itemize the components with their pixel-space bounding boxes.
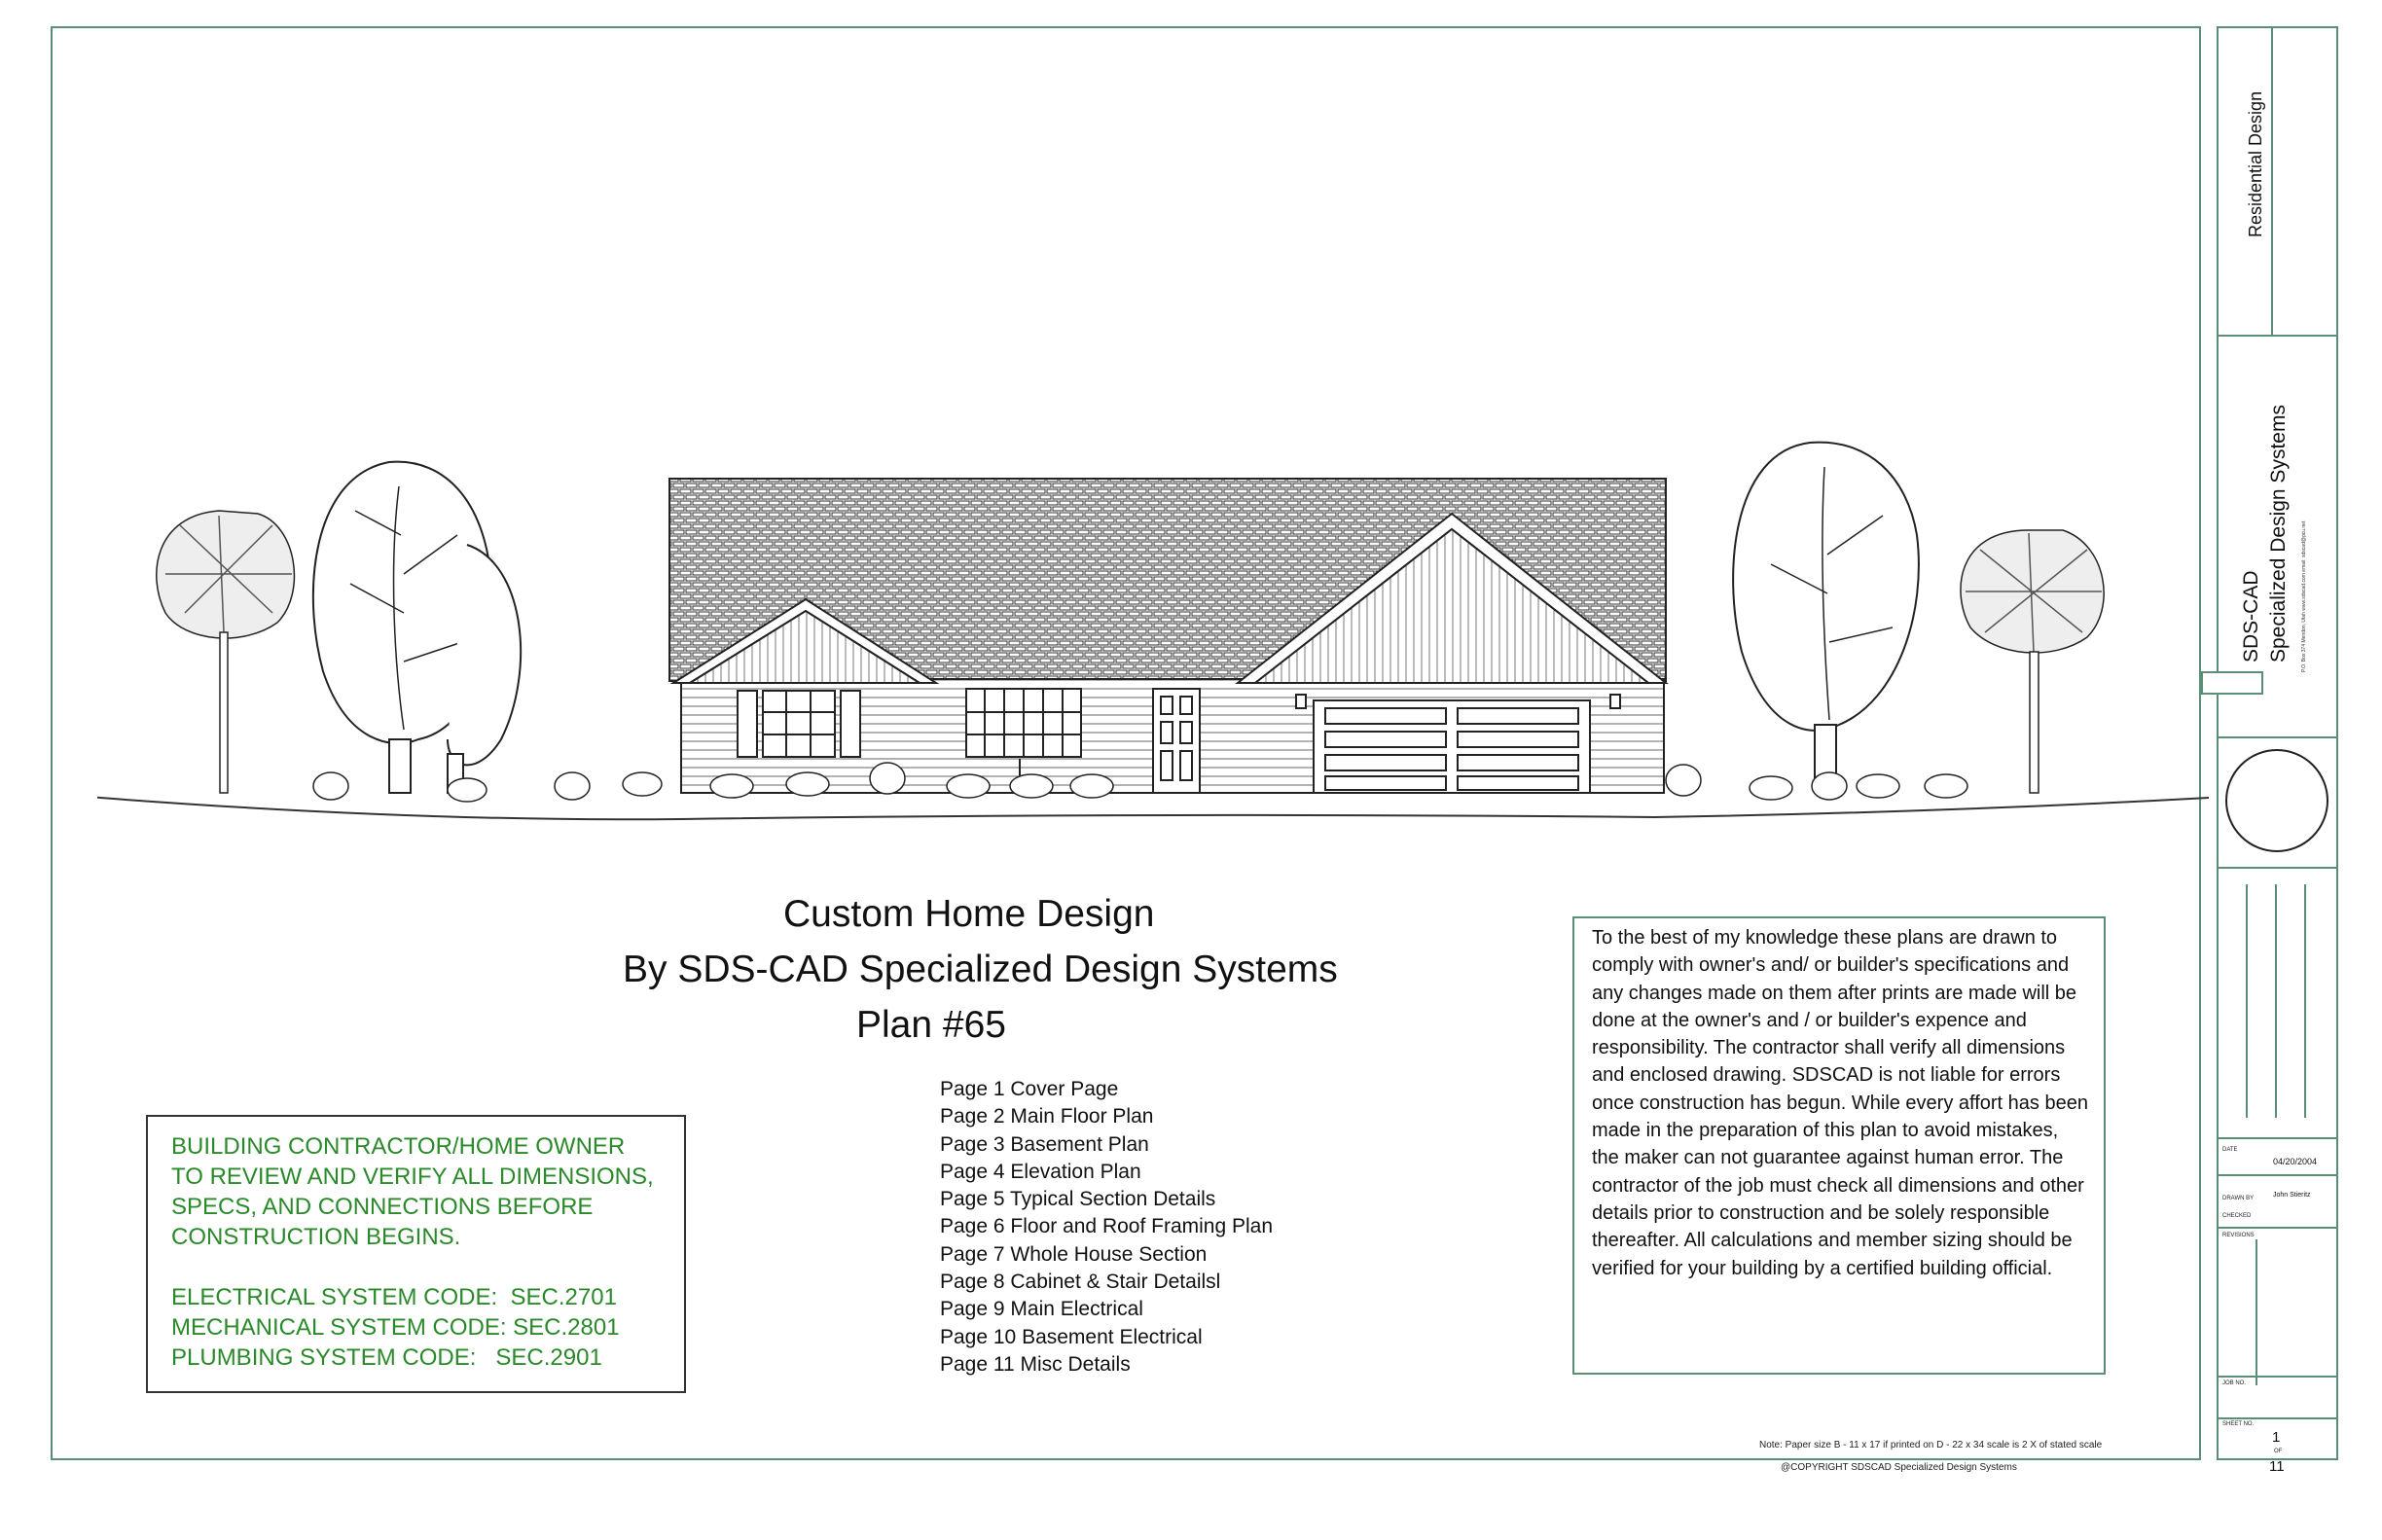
- code-line: ELECTRICAL SYSTEM CODE: SEC.2701: [171, 1284, 617, 1310]
- page-item: Page 11 Misc Details: [940, 1352, 1131, 1376]
- title-line-1: Custom Home Design: [783, 893, 1155, 935]
- page-item: Page 3 Basement Plan: [940, 1132, 1149, 1156]
- disclaimer-box: [1572, 916, 2106, 1375]
- date-value: 04/20/2004: [2273, 1157, 2318, 1166]
- notice-line: SPECS, AND CONNECTIONS BEFORE: [171, 1194, 594, 1220]
- checked-label: CHECKED: [2222, 1213, 2252, 1219]
- contractor-notice-box: [146, 1115, 686, 1393]
- company-address: P.O. Box 374 Mendon, Utah www.sdscad.com email: sdscad@pcu.net: [2301, 520, 2307, 672]
- company-name-line-2: Specialized Design Systems: [2267, 405, 2290, 663]
- company-name-line-1: SDS-CAD: [2240, 570, 2262, 663]
- page-item: Page 1 Cover Page: [940, 1078, 1119, 1100]
- tree-icon: [313, 462, 521, 793]
- page-item: Page 2 Main Floor Plan: [940, 1105, 1154, 1128]
- code-line: PLUMBING SYSTEM CODE: SEC.2901: [171, 1344, 602, 1371]
- sheet-total: 11: [2269, 1458, 2285, 1475]
- page-item: Page 5 Typical Section Details: [940, 1188, 1216, 1211]
- revisions-label: REVISIONS: [2222, 1233, 2255, 1238]
- tree-icon: [1733, 443, 1919, 793]
- drawn-by-label: DRAWN BY: [2222, 1196, 2255, 1201]
- page-index: [940, 1076, 1273, 1379]
- house: [669, 479, 1666, 793]
- page-item: Page 7 Whole House Section: [940, 1242, 1208, 1266]
- title-block: [2217, 26, 2338, 1475]
- notice-line: CONSTRUCTION BEGINS.: [171, 1224, 461, 1250]
- ground-line: [97, 793, 2209, 819]
- shutter-left: [738, 691, 757, 757]
- title-line-3: Plan #65: [856, 1004, 1006, 1046]
- sheet-number: 1: [2272, 1429, 2281, 1446]
- shutter-right: [841, 691, 860, 757]
- firm-type-label: Residential Design: [2246, 90, 2265, 237]
- scale-note: Note: Paper size B - 11 x 17 if printed on D - 22 x 34 scale is 2 X of stated scale: [1759, 1440, 2103, 1450]
- disclaimer-text: To the best of my knowledge these plans are drawn to comply with owner's and/ or builder's specifications and any changes made on them after prints are made will be done at the owner's and / or builder's expence and responsibility. The contractor shall verify all dimensions and enclosed drawing. SDSCAD is not liable for errors once construction has begun. While every affort has been made in the preparation of this plan to avoid mistakes, the maker can not guarantee against human error. The contractor of the job must check all dimensions and other details prior to construction and be solely responsible thereafter. All calculations and member sizing should be verified for your building by a certified building official.: [1592, 927, 2088, 1279]
- page-item: Page 8 Cabinet & Stair Detailsl: [940, 1271, 1221, 1294]
- date-label: DATE: [2222, 1147, 2238, 1153]
- job-no-label: JOB NO.: [2222, 1380, 2247, 1386]
- tree-icon: [1961, 530, 2104, 793]
- house-elevation-drawing: [97, 418, 2238, 876]
- window-left: [763, 691, 835, 757]
- notice-line: BUILDING CONTRACTOR/HOME OWNER: [171, 1133, 626, 1160]
- lamp-right: [1610, 695, 1620, 708]
- drawn-by-value: John Stieritz: [2273, 1192, 2311, 1199]
- page-item: Page 10 Basement Electrical: [940, 1325, 1203, 1348]
- tree-icon: [157, 511, 295, 793]
- notice-line: TO REVIEW AND VERIFY ALL DIMENSIONS,: [171, 1164, 654, 1190]
- logo-circle-icon: [2222, 746, 2331, 855]
- code-line: MECHANICAL SYSTEM CODE: SEC.2801: [171, 1314, 620, 1341]
- page-item: Page 9 Main Electrical: [940, 1298, 1143, 1321]
- lamp-left: [1296, 695, 1306, 708]
- of-label: OF: [2274, 1449, 2283, 1454]
- page-item: Page 4 Elevation Plan: [940, 1160, 1141, 1183]
- page-item: Page 6 Floor and Roof Framing Plan: [940, 1215, 1274, 1238]
- copyright-note: @COPYRIGHT SDSCAD Specialized Design Systems: [1781, 1462, 2017, 1473]
- title-line-2: By SDS-CAD Specialized Design Systems: [623, 949, 1338, 990]
- sheet-tab: [2201, 671, 2263, 695]
- sheet-no-label: SHEET NO.: [2222, 1421, 2255, 1427]
